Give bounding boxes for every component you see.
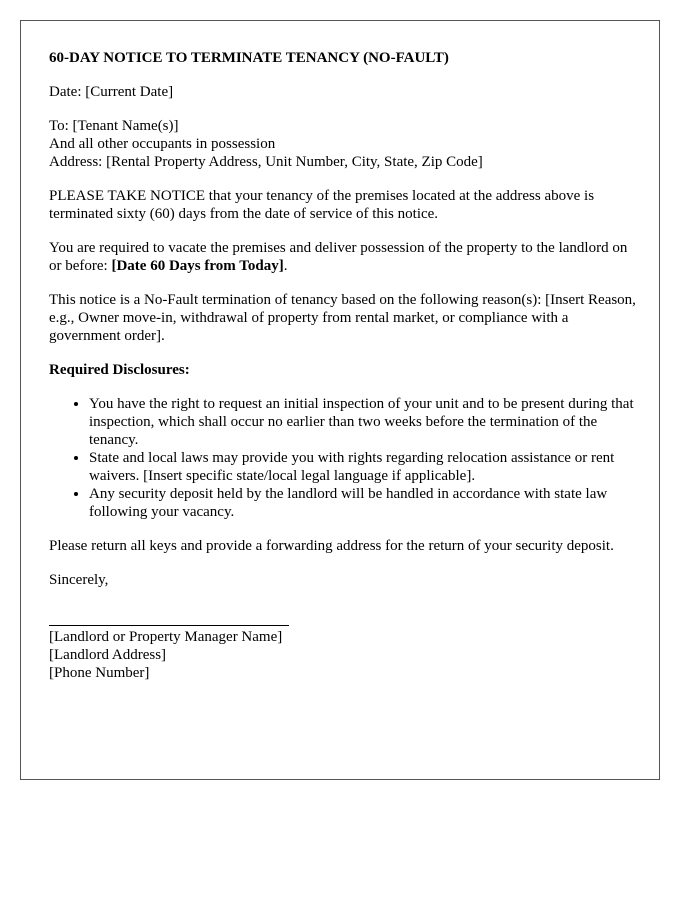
vacate-text: You are required to vacate the premises and deliver possession of the property to the landlord on or before: — [49, 240, 628, 274]
disclosure-item: • You have the right to request an initial inspection of your unit and to be present during that inspection, which shall occur no earlier than two weeks before the termination of the tenancy. — [89, 395, 641, 449]
notice-document — [20, 20, 660, 780]
notice-body — [49, 49, 641, 682]
keys-paragraph: Please return all keys and provide a forwarding address for the return of your security deposit. — [49, 538, 614, 554]
signature-block — [49, 628, 641, 682]
disclosure-item: • Any security deposit held by the landlord will be handled in accordance with state law following your vacancy. — [89, 485, 641, 521]
disclosure-item: • State and local laws may provide you with rights regarding relocation assistance or rent waivers. [Insert specific state/local legal language if applicable]. — [89, 449, 641, 485]
disclosures-heading: Required Disclosures: — [49, 362, 190, 378]
notice-title: 60-DAY NOTICE TO TERMINATE TENANCY (NO-FAULT) — [49, 50, 449, 66]
address-line: Address: [Rental Property Address, Unit Number, City, State, Zip Code] — [49, 154, 483, 170]
vacate-suffix: . — [283, 258, 288, 274]
signature-phone: [Phone Number] — [49, 665, 150, 681]
to-line: To: [Tenant Name(s)] — [49, 118, 179, 134]
signature-space — [49, 607, 641, 625]
signature-line — [49, 625, 289, 626]
vacate-date: [Date 60 Days from Today] — [111, 258, 284, 274]
date-line: Date: [Current Date] — [49, 84, 174, 100]
occupants-line: And all other occupants in possession — [49, 136, 276, 152]
closing: Sincerely, — [49, 572, 109, 588]
signature-name: [Landlord or Property Manager Name] — [49, 629, 283, 645]
reason-paragraph: This notice is a No-Fault termination of tenancy based on the following reason(s): [Insert Reason, e.g., Owner move-in, withdrawal of property from rental market, or compliance with a government order]. — [49, 292, 636, 344]
recipient-block — [49, 117, 641, 171]
disclosures-list — [49, 395, 641, 521]
signature-address: [Landlord Address] — [49, 647, 167, 663]
vacate-paragraph — [49, 239, 641, 275]
notice-paragraph: PLEASE TAKE NOTICE that your tenancy of the premises located at the address above is terminated sixty (60) days from the date of service of this notice. — [49, 188, 595, 222]
